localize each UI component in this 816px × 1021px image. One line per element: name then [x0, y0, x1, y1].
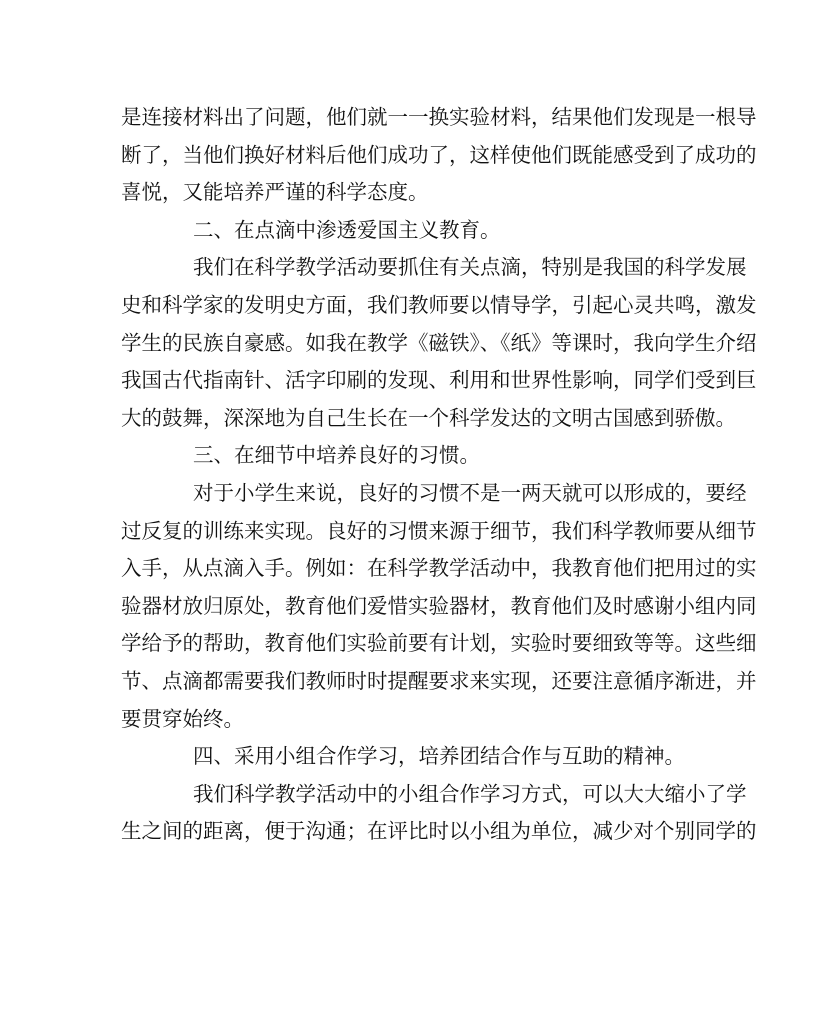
text-line: 入手，从点滴入手。例如：在科学教学活动中，我教育他们把用过的实	[121, 556, 757, 581]
paragraph-first-line: 我们在科学教学活动要抓住有关点滴，特别是我国的科学发展	[193, 255, 747, 280]
text-line: 节、点滴都需要我们教师时时提醒要求来实现，还要注意循序渐进，并	[121, 668, 757, 693]
paragraph-first-line: 三、在细节中培养良好的习惯。	[193, 443, 480, 468]
text-line: 史和科学家的发明史方面，我们教师要以情导学，引起心灵共鸣，激发	[121, 292, 757, 317]
text-line: 是连接材料出了问题，他们就一一换实验材料，结果他们发现是一根导	[121, 105, 757, 129]
text-line: 生之间的距离，便于沟通；在评比时以小组为单位，减少对个别同学的	[121, 819, 757, 844]
text-line: 学给予的帮助，教育他们实验前要有计划，实验时要细致等等。这些细	[121, 631, 757, 656]
text-line: 学生的民族自豪感。如我在教学《磁铁》、《纸》等课时，我向学生介绍	[121, 330, 757, 355]
text-line: 我国古代指南针、活字印刷的发现、利用和世界性影响，同学们受到巨	[121, 368, 757, 393]
paragraph-first-line: 四、采用小组合作学习，培养团结合作与互助的精神。	[193, 744, 685, 769]
paragraph-first-line: 二、在点滴中渗透爱国主义教育。	[193, 217, 501, 242]
paragraph-first-line: 对于小学生来说，良好的习惯不是一两天就可以形成的，要经	[193, 480, 747, 505]
text-line: 大的鼓舞，深深地为自己生长在一个科学发达的文明古国感到骄傲。	[121, 405, 736, 430]
text-line: 过反复的训练来实现。良好的习惯来源于细节，我们科学教师要从细节	[121, 518, 757, 543]
document-body	[121, 99, 757, 851]
text-line: 验器材放归原处，教育他们爱惜实验器材，教育他们及时感谢小组内同	[121, 593, 757, 618]
text-line: 要贯穿始终。	[121, 706, 244, 731]
text-line: 喜悦，又能培养严谨的科学态度。	[121, 180, 429, 205]
text-line: 断了，当他们换好材料后他们成功了，这样使他们既能感受到了成功的	[121, 142, 757, 167]
paragraph-first-line: 我们科学教学活动中的小组合作学习方式，可以大大缩小了学	[193, 781, 747, 806]
